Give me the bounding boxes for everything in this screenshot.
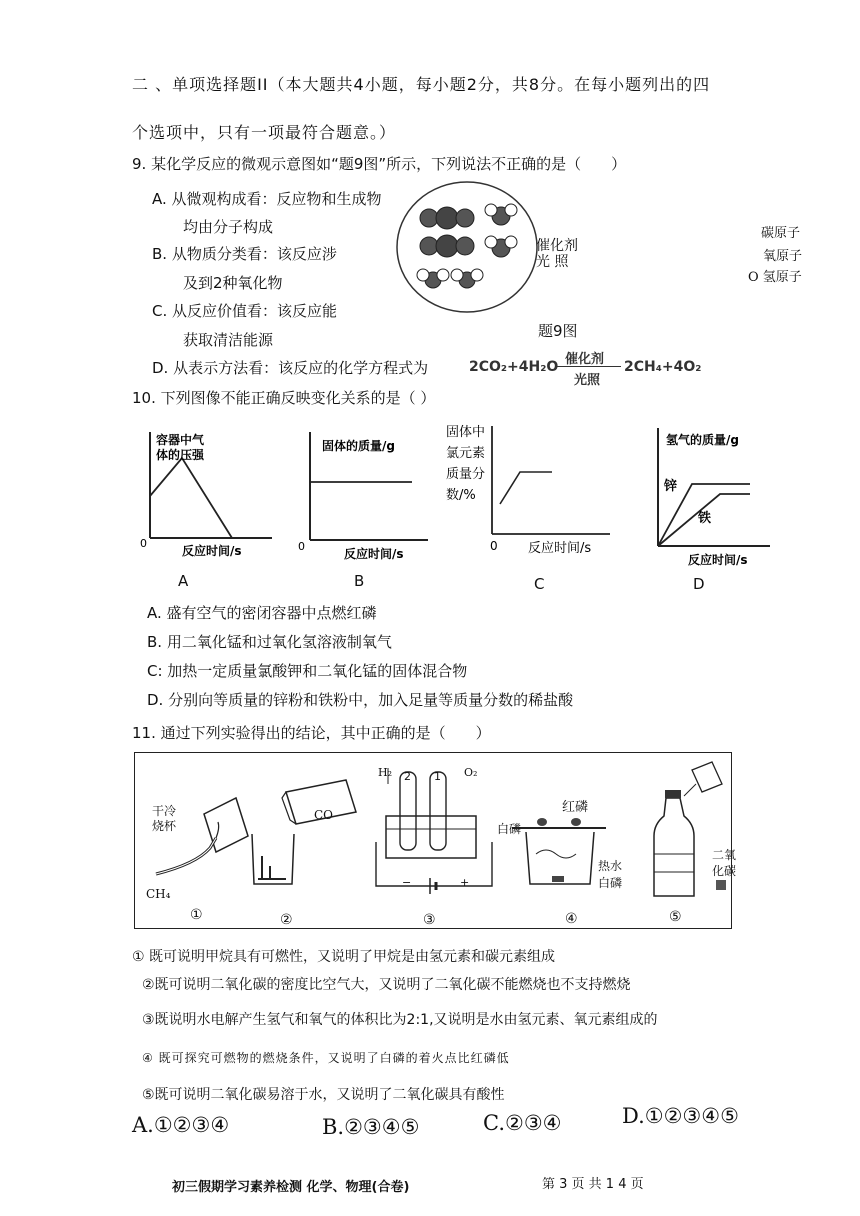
fig-number-2: ② [280, 912, 293, 928]
q11-statement-1: ① 既可说明甲烷具有可燃性，又说明了甲烷是由氢元素和碳元素组成 [132, 949, 555, 965]
co2-molecule [420, 235, 474, 257]
h2o-molecule [417, 269, 449, 288]
q10-option-a: A. 盛有空气的密闭容器中点燃红磷 [147, 604, 377, 622]
graph-c-xlabel: 反应时间/s [528, 541, 592, 556]
q10-graph-a [140, 428, 280, 563]
q9-equation-right: 2CH₄+4O₂ [624, 359, 702, 375]
q9-legend-hydrogen: O 氢原子 [748, 270, 802, 285]
graph-b-xlabel: 反应时间/s [344, 547, 404, 561]
q10-graph-b [296, 428, 436, 563]
section-title-line2: 个选项中，只有一项最符合题意。） [132, 123, 397, 142]
fig4-white-phosphorus-top: 白磷 [497, 822, 522, 836]
fig-number-1: ① [190, 907, 203, 923]
graph-c-ylabel-1: 固体中 [446, 425, 486, 440]
fig5-co2-2: 化碳 [712, 864, 737, 878]
q9-figure-caption: 题9图 [538, 322, 578, 340]
experiment-3-electrolysis [376, 768, 492, 894]
h2o-molecule [451, 269, 483, 288]
fig1-cold-cup-1: 干冷 [152, 804, 177, 818]
q9-legend-oxygen: 氧原子 [763, 249, 803, 264]
q11-answer-b: B.②③④⑤ [322, 1115, 420, 1139]
q11-experiment-drawings [136, 754, 730, 928]
q9-equation-left: 2CO₂+4H₂O [469, 359, 559, 375]
q9-equation-catalyst: 催化剂 [565, 352, 605, 367]
q10-graph-a-label: A [178, 572, 189, 590]
q11-statement-2: ②既可说明二氧化碳的密度比空气大，又说明了二氧化碳不能燃烧也不支持燃烧 [142, 977, 631, 993]
fig4-white-phosphorus-bottom: 白磷 [598, 876, 623, 890]
q11-statement-3: ③既说明水电解产生氢气和氧气的体积比为2:1,又说明是水由氢元素、氧元素组成的 [142, 1012, 658, 1028]
q10-graph-b-label: B [354, 572, 365, 590]
fig5-co2-1: 二氧 [712, 848, 737, 862]
graph-d-iron-label: 铁 [698, 511, 712, 526]
q9-fig-catalyst: 催化剂 [536, 238, 578, 254]
h2o-molecule [485, 204, 517, 225]
q9-option-b-line1: B. 从物质分类看：该反应涉 [152, 245, 337, 263]
graph-d-zinc-label: 锌 [664, 479, 678, 494]
graph-d-xlabel: 反应时间/s [688, 553, 748, 567]
q10-option-b: B. 用二氧化锰和过氧化氢溶液制氧气 [147, 633, 392, 651]
q10-graph-d [650, 424, 776, 569]
q9-option-a-line1: A. 从微观构成看：反应物和生成物 [152, 190, 382, 208]
q9-option-d: D. 从表示方法看：该反应的化学方程式为 [152, 359, 429, 377]
fig1-ch4: CH₄ [146, 887, 171, 901]
section-title-line1: 二 、单项选择题II（本大题共4小题，每小题2分，共8分。在每小题列出的四 [132, 75, 711, 94]
q9-option-c-line2: 获取清洁能源 [183, 331, 274, 349]
fig4-red-phosphorus: 红磷 [562, 800, 589, 815]
fig-number-3: ③ [423, 912, 436, 928]
q9-molecule-figure [395, 180, 540, 320]
q11-answer-a: A.①②③④ [132, 1113, 230, 1137]
footer-page-number: 第 3 页 共 1 4 页 [542, 1177, 644, 1192]
graph-c-ylabel-2: 氯元素 [446, 446, 486, 461]
fig-number-4: ④ [565, 911, 578, 927]
q11-statement-4: ④ 既可探究可燃物的燃烧条件，又说明了白磷的着火点比红磷低 [142, 1051, 510, 1065]
graph-c-ylabel-4: 数/% [446, 488, 476, 503]
graph-b-ylabel: 固体的质量/g [322, 439, 395, 453]
graph-a-origin: 0 [140, 537, 147, 550]
q9-fig-light: 光 照 [536, 254, 569, 270]
graph-a-xlabel: 反应时间/s [182, 544, 242, 558]
experiment-4-combustion [512, 818, 606, 884]
graph-b-origin: 0 [298, 540, 305, 553]
graph-c-origin: 0 [490, 539, 498, 553]
h2o-molecule [485, 236, 517, 257]
q11-answer-c: C.②③④ [483, 1111, 562, 1135]
fig3-o2: O₂ [464, 766, 478, 779]
q9-equation-arrow-line [557, 366, 621, 367]
q10-option-d: D. 分别向等质量的锌粉和铁粉中，加入足量等质量分数的稀盐酸 [147, 691, 574, 709]
q9-option-c-line1: C. 从反应价值看：该反应能 [152, 302, 338, 320]
q10-option-c: C: 加热一定质量氯酸钾和二氧化锰的固体混合物 [147, 662, 468, 680]
fig1-cold-cup-2: 烧杯 [152, 819, 177, 833]
fig3-minus: − [402, 876, 412, 889]
q11-stem: 11. 通过下列实验得出的结论，其中正确的是（ ） [132, 724, 491, 742]
fig-number-5: ⑤ [669, 909, 682, 925]
fig3-h2: H₂ [378, 766, 393, 779]
q10-graph-c [440, 422, 620, 560]
co2-molecule [420, 207, 474, 229]
fig3-tube-1: 1 [434, 770, 441, 783]
q9-stem: 9. 某化学反应的微观示意图如“题9图”所示，下列说法不正确的是（ ） [132, 155, 627, 173]
footer-exam-title: 初三假期学习素养检测 化学、物理(合卷) [172, 1180, 410, 1195]
fig3-plus: + [460, 876, 470, 889]
graph-c-ylabel-3: 质量分 [446, 467, 486, 482]
q9-equation-light: 光照 [574, 373, 601, 388]
fig3-tube-2: 2 [404, 770, 411, 783]
q10-graph-c-label: C [534, 575, 545, 593]
q9-legend-carbon: 碳原子 [761, 226, 801, 241]
q11-answer-d: D.①②③④⑤ [622, 1104, 739, 1128]
fig4-hot-water: 热水 [598, 859, 623, 873]
graph-d-ylabel: 氢气的质量/g [666, 433, 739, 447]
fig2-co: CO [314, 808, 334, 822]
q10-stem: 10. 下列图像不能正确反映变化关系的是（ ） [132, 389, 436, 407]
q11-statement-5: ⑤既可说明二氧化碳易溶于水，又说明了二氧化碳具有酸性 [142, 1087, 505, 1103]
graph-a-ylabel-1: 容器中气 [156, 433, 205, 447]
q9-option-a-line2: 均由分子构成 [183, 218, 274, 236]
experiment-2-beaker [252, 780, 356, 884]
graph-a-ylabel-2: 体的压强 [156, 448, 205, 462]
q10-graph-d-label: D [693, 575, 705, 593]
q9-option-b-line2: 及到2种氧化物 [183, 274, 283, 292]
